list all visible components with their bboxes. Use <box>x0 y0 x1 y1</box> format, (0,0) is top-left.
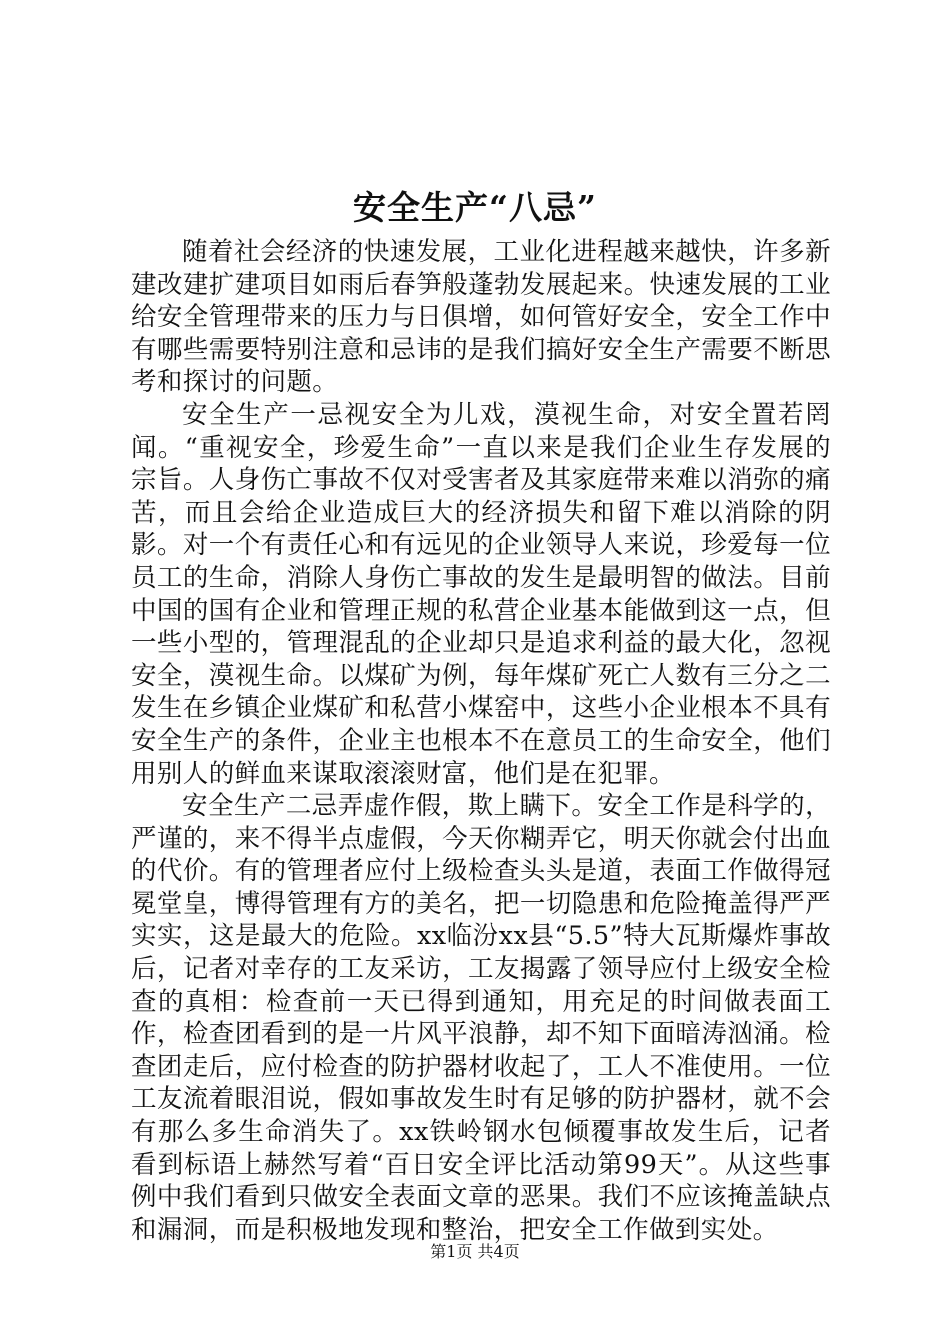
page-number-footer: 第1页 共4页 <box>430 1242 520 1261</box>
paragraph-intro: 随着社会经济的快速发展，工业化进程越来越快，许多新建改建扩建项目如雨后春笋般蓬勃发展起来。快速发展的工业给安全管理带来的压力与日俱增，如何管好安全，安全工作中有哪些需要特别注意和忌讳的是我们搞好安全生产需要不断思考和探讨的问题。 <box>131 237 831 398</box>
document-body <box>131 236 831 1246</box>
paragraph-second-taboo: 安全生产二忌弄虚作假，欺上瞒下。安全工作是科学的，严谨的，来不得半点虚假，今天你糊弄它，明天你就会付出血的代价。有的管理者应付上级检查头头是道，表面工作做得冠冕堂皇，博得管理有方的美名，把一切隐患和危险掩盖得严严实实，这是最大的危险。xx临汾xx县“5.5”特大瓦斯爆炸事故后，记者对幸存的工友采访，工友揭露了领导应付上级安全检查的真相：检查前一天已得到通知，用充足的时间做表面工作，检查团看到的是一片风平浪静，却不知下面暗涛汹涌。检查团走后，应付检查的防护器材收起了，工人不准使用。一位工友流着眼泪说，假如事故发生时有足够的防护器材，就不会有那么多生命消失了。xx铁岭钢水包倾覆事故发生后，记者看到标语上赫然写着“百日安全评比活动第99天”。从这些事例中我们看到只做安全表面文章的恶果。我们不应该掩盖缺点和漏洞，而是积极地发现和整治，把安全工作做到实处。 <box>131 791 831 1245</box>
paragraph-first-taboo: 安全生产一忌视安全为儿戏，漠视生命，对安全置若罔闻。“重视安全，珍爱生命”一直以来是我们企业生存发展的宗旨。人身伤亡事故不仅对受害者及其家庭带来难以消弥的痛苦，而且会给企业造成巨大的经济损失和留下难以消除的阴影。对一个有责任心和有远见的企业领导人来说，珍爱每一位员工的生命，消除人身伤亡事故的发生是最明智的做法。目前中国的国有企业和管理正规的私营企业基本能做到这一点，但一些小型的，管理混乱的企业却只是追求利益的最大化，忽视安全，漠视生命。以煤矿为例，每年煤矿死亡人数有三分之二发生在乡镇企业煤矿和私营小煤窑中，这些小企业根本不具有安全生产的条件，企业主也根本不在意员工的生命安全，他们用别人的鲜血来谋取滚滚财富，他们是在犯罪。 <box>131 399 831 789</box>
document-title: 安全生产“八忌” <box>353 188 597 227</box>
